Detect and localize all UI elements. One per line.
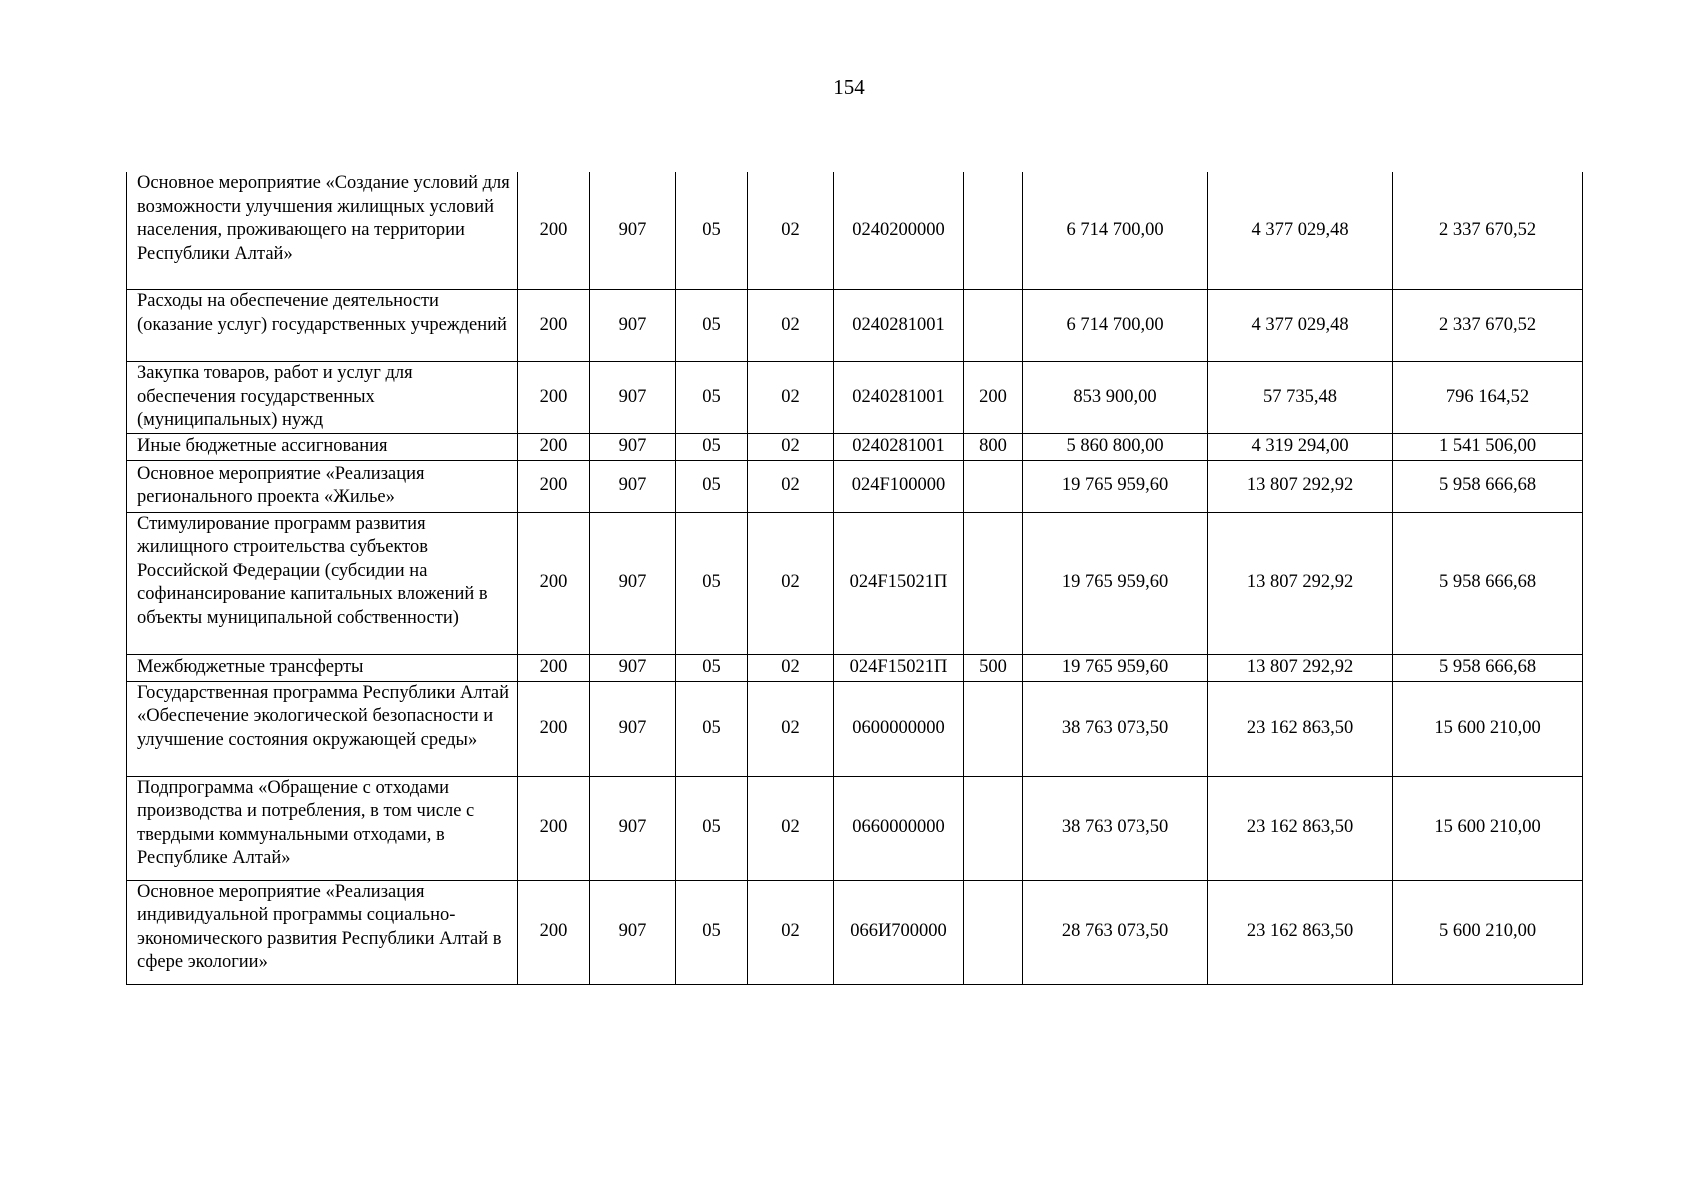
cell-code-4: 02: [748, 433, 834, 460]
table-row: [127, 512, 1583, 654]
table-row: [127, 362, 1583, 434]
row-name: Основное мероприятие «Создание условий для возможности улучшения жилищных условий населения, проживающего на территории Республики Алтай»: [127, 172, 518, 290]
cell-amount-2: 23 162 863,50: [1208, 776, 1393, 880]
cell-amount-3: 2 337 670,52: [1393, 172, 1583, 290]
cell-amount-2: 4 377 029,48: [1208, 290, 1393, 362]
cell-target-code: 0600000000: [834, 681, 964, 776]
cell-amount-3: 1 541 506,00: [1393, 433, 1583, 460]
cell-amount-3: 5 600 210,00: [1393, 880, 1583, 984]
row-name: Основное мероприятие «Реализация индивидуальной программы социально-экономического развития Республики Алтай в сфере экологии»: [127, 880, 518, 984]
cell-amount-1: 38 763 073,50: [1023, 681, 1208, 776]
row-name: Подпрограмма «Обращение с отходами производства и потребления, в том числе с твердыми коммунальными отходами, в Республике Алтай»: [127, 776, 518, 880]
cell-expense-type: [964, 290, 1023, 362]
cell-amount-3: 15 600 210,00: [1393, 681, 1583, 776]
cell-code-3: 05: [676, 290, 748, 362]
cell-code-1: 200: [518, 290, 590, 362]
cell-code-1: 200: [518, 654, 590, 681]
cell-code-4: 02: [748, 172, 834, 290]
cell-amount-2: 57 735,48: [1208, 362, 1393, 434]
cell-target-code: 0660000000: [834, 776, 964, 880]
cell-amount-1: 19 765 959,60: [1023, 654, 1208, 681]
cell-code-2: 907: [590, 290, 676, 362]
cell-code-2: 907: [590, 681, 676, 776]
cell-code-2: 907: [590, 654, 676, 681]
row-name: Основное мероприятие «Реализация регионального проекта «Жилье»: [127, 460, 518, 512]
cell-amount-1: 19 765 959,60: [1023, 460, 1208, 512]
cell-code-1: 200: [518, 512, 590, 654]
cell-code-1: 200: [518, 681, 590, 776]
cell-expense-type: [964, 460, 1023, 512]
cell-target-code: 024F15021П: [834, 654, 964, 681]
cell-code-4: 02: [748, 460, 834, 512]
cell-amount-3: 5 958 666,68: [1393, 512, 1583, 654]
cell-amount-1: 6 714 700,00: [1023, 172, 1208, 290]
cell-code-2: 907: [590, 172, 676, 290]
row-name: Иные бюджетные ассигнования: [127, 433, 518, 460]
cell-code-1: 200: [518, 460, 590, 512]
cell-code-2: 907: [590, 362, 676, 434]
cell-code-4: 02: [748, 512, 834, 654]
cell-code-4: 02: [748, 880, 834, 984]
cell-amount-1: 5 860 800,00: [1023, 433, 1208, 460]
cell-code-3: 05: [676, 880, 748, 984]
cell-target-code: 024F100000: [834, 460, 964, 512]
cell-code-3: 05: [676, 654, 748, 681]
cell-code-2: 907: [590, 433, 676, 460]
row-name: Государственная программа Республики Алтай «Обеспечение экологической безопасности и улучшение состояния окружающей среды»: [127, 681, 518, 776]
cell-target-code: 0240281001: [834, 290, 964, 362]
cell-code-1: 200: [518, 776, 590, 880]
cell-code-4: 02: [748, 681, 834, 776]
table-row: [127, 776, 1583, 880]
cell-code-3: 05: [676, 362, 748, 434]
cell-code-3: 05: [676, 460, 748, 512]
cell-amount-3: 15 600 210,00: [1393, 776, 1583, 880]
budget-table: [126, 172, 1583, 985]
cell-code-4: 02: [748, 362, 834, 434]
table-row: [127, 880, 1583, 984]
cell-amount-2: 13 807 292,92: [1208, 654, 1393, 681]
cell-amount-2: 23 162 863,50: [1208, 681, 1393, 776]
cell-amount-3: 5 958 666,68: [1393, 654, 1583, 681]
cell-code-3: 05: [676, 512, 748, 654]
table-row: [127, 681, 1583, 776]
cell-code-3: 05: [676, 172, 748, 290]
cell-target-code: 066И700000: [834, 880, 964, 984]
cell-code-1: 200: [518, 362, 590, 434]
table-row: [127, 433, 1583, 460]
cell-amount-2: 13 807 292,92: [1208, 512, 1393, 654]
table-row: [127, 172, 1583, 290]
cell-amount-3: 2 337 670,52: [1393, 290, 1583, 362]
cell-amount-2: 13 807 292,92: [1208, 460, 1393, 512]
row-name: Закупка товаров, работ и услуг для обеспечения государственных (муниципальных) нужд: [127, 362, 518, 434]
cell-code-2: 907: [590, 460, 676, 512]
cell-code-1: 200: [518, 880, 590, 984]
cell-target-code: 024F15021П: [834, 512, 964, 654]
cell-expense-type: [964, 681, 1023, 776]
cell-code-3: 05: [676, 681, 748, 776]
cell-code-3: 05: [676, 776, 748, 880]
cell-code-1: 200: [518, 433, 590, 460]
cell-target-code: 0240281001: [834, 362, 964, 434]
cell-amount-1: 6 714 700,00: [1023, 290, 1208, 362]
cell-target-code: 0240281001: [834, 433, 964, 460]
cell-amount-2: 4 319 294,00: [1208, 433, 1393, 460]
cell-expense-type: 200: [964, 362, 1023, 434]
table-row: [127, 460, 1583, 512]
cell-code-4: 02: [748, 290, 834, 362]
cell-amount-1: 38 763 073,50: [1023, 776, 1208, 880]
cell-expense-type: 800: [964, 433, 1023, 460]
cell-amount-2: 4 377 029,48: [1208, 172, 1393, 290]
cell-amount-1: 853 900,00: [1023, 362, 1208, 434]
cell-target-code: 0240200000: [834, 172, 964, 290]
row-name: Стимулирование программ развития жилищного строительства субъектов Российской Федерации (субсидии на софинансирование капитальных вложений в объекты муниципальной собственности): [127, 512, 518, 654]
cell-expense-type: [964, 880, 1023, 984]
cell-amount-3: 796 164,52: [1393, 362, 1583, 434]
cell-code-2: 907: [590, 512, 676, 654]
cell-amount-1: 19 765 959,60: [1023, 512, 1208, 654]
cell-code-2: 907: [590, 880, 676, 984]
cell-amount-2: 23 162 863,50: [1208, 880, 1393, 984]
cell-amount-3: 5 958 666,68: [1393, 460, 1583, 512]
cell-amount-1: 28 763 073,50: [1023, 880, 1208, 984]
table-row: [127, 654, 1583, 681]
cell-code-2: 907: [590, 776, 676, 880]
cell-code-4: 02: [748, 776, 834, 880]
cell-code-4: 02: [748, 654, 834, 681]
cell-expense-type: [964, 172, 1023, 290]
cell-code-1: 200: [518, 172, 590, 290]
cell-expense-type: [964, 512, 1023, 654]
table-row: [127, 290, 1583, 362]
cell-expense-type: 500: [964, 654, 1023, 681]
row-name: Расходы на обеспечение деятельности (оказание услуг) государственных учреждений: [127, 290, 518, 362]
page-number: 154: [833, 75, 865, 99]
row-name: Межбюджетные трансферты: [127, 654, 518, 681]
cell-code-3: 05: [676, 433, 748, 460]
cell-expense-type: [964, 776, 1023, 880]
